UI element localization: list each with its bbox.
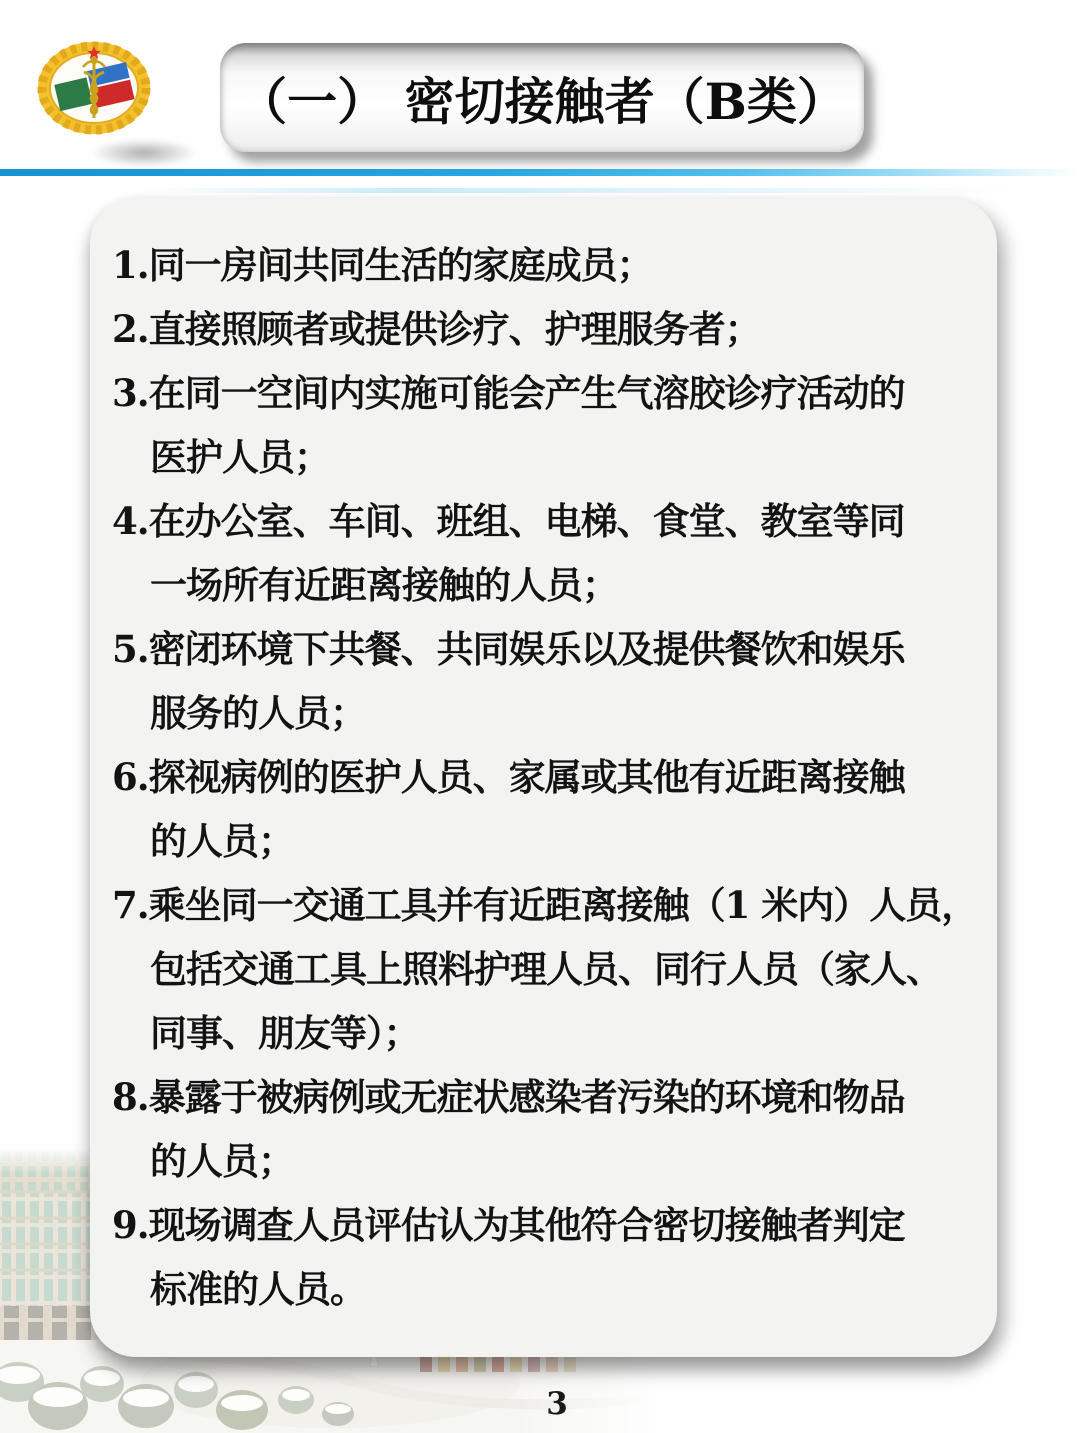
list-line: 的人员； — [150, 819, 294, 863]
list-line: 4.在办公室、车间、班组、电梯、食堂、教室等同 — [112, 499, 905, 543]
contact-list — [90, 198, 997, 1321]
list-line: 2.直接照顾者或提供诊疗、护理服务者； — [112, 307, 761, 351]
list-line: 9.现场调查人员评估认为其他符合密切接触者判定 — [112, 1203, 905, 1247]
list-line: 8.暴露于被病例或无症状感染者污染的环境和物品 — [112, 1075, 905, 1119]
list-line: 标准的人员。 — [150, 1267, 366, 1311]
page-number: 3 — [546, 1386, 568, 1422]
list-line: 一场所有近距离接触的人员； — [150, 563, 618, 607]
list-line: 的人员； — [150, 1139, 294, 1183]
organization-logo — [36, 40, 154, 138]
list-item — [112, 361, 979, 489]
list-line: 1.同一房间共同生活的家庭成员； — [112, 243, 653, 287]
header-divider-line — [0, 169, 1080, 176]
list-line: 服务的人员； — [150, 691, 366, 735]
list-item — [112, 745, 979, 873]
list-item — [112, 297, 979, 361]
list-line: 3.在同一空间内实施可能会产生气溶胶诊疗活动的 — [112, 371, 905, 415]
slide-title: （一） 密切接触者（B类） — [237, 71, 847, 131]
list-line: 5.密闭环境下共餐、共同娱乐以及提供餐饮和娱乐 — [112, 627, 905, 671]
list-item — [112, 617, 979, 745]
list-line: 医护人员； — [150, 435, 330, 479]
list-item — [112, 489, 979, 617]
logo-drop-shadow — [90, 139, 198, 167]
list-line: 7.乘坐同一交通工具并有近距离接触（1 米内）人员， — [112, 883, 978, 927]
list-line: 6.探视病例的医护人员、家属或其他有近距离接触 — [112, 755, 905, 799]
slide-title-banner — [220, 43, 864, 152]
list-item — [112, 233, 979, 297]
list-line: 包括交通工具上照料护理人员、同行人员（家人、 — [150, 947, 942, 991]
list-item — [112, 873, 979, 1065]
list-line: 同事、朋友等）； — [150, 1011, 420, 1055]
content-panel — [90, 198, 997, 1357]
header-divider-glow — [140, 188, 1020, 193]
list-item — [112, 1065, 979, 1193]
list-item — [112, 1193, 979, 1321]
